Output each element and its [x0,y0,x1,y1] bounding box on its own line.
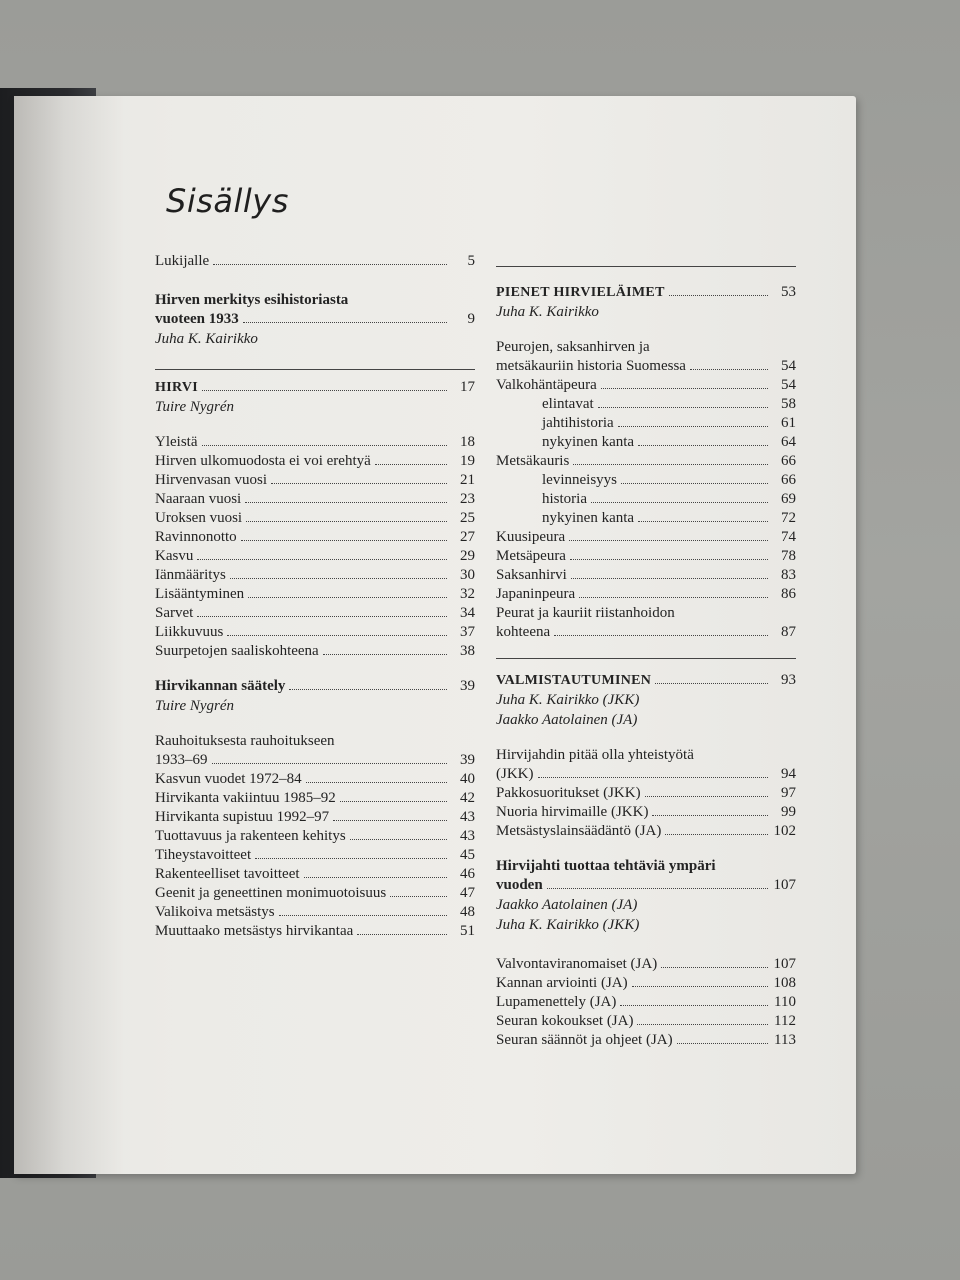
dot-leader [621,483,768,484]
dot-leader [227,635,447,636]
dot-leader [547,888,768,889]
toc-entry-label: Metsäkauris [496,453,570,469]
dot-leader [202,445,448,446]
toc-page-number: 113 [774,1032,796,1048]
toc-page-number: 99 [781,804,796,820]
toc-entry-label: Uroksen vuosi [155,510,243,526]
toc-page-number: 107 [773,956,796,972]
dot-leader [665,834,767,835]
toc-entry [155,751,475,770]
toc-section-saately [155,677,475,696]
dot-leader [591,502,768,503]
toc-page-number: 29 [460,548,475,564]
toc-entry [496,1012,796,1031]
toc-entry [496,803,796,822]
toc-entry [155,490,475,509]
toc-page-number: 53 [781,284,796,300]
toc-section-heading: PIENET HIRVIELÄIMET [496,285,665,300]
dot-leader [271,483,447,484]
section-author: Jaakko Aatolainen (JA) [496,897,638,913]
toc-entry-label: historia [542,491,587,507]
toc-page-number: 21 [460,472,475,488]
toc-entry-label: metsäkauriin historia Suomessa [496,358,686,374]
toc-entry [155,585,475,604]
dot-leader [248,597,447,598]
toc-entry-label: Kasvun vuodet 1972–84 [155,771,302,787]
dot-leader [230,578,447,579]
dot-leader [571,578,768,579]
toc-entry [155,471,475,490]
dot-leader [304,877,447,878]
toc-page-number: 66 [781,453,796,469]
dot-leader [246,521,447,522]
section-author: Juha K. Kairikko (JKK) [496,692,640,708]
toc-entry [496,765,796,784]
toc-entry-label: levinneisyys [542,472,617,488]
toc-page-number: 58 [781,396,796,412]
dot-leader [306,782,447,783]
dot-leader [350,839,447,840]
toc-entry-label: Lupamenettely (JA) [496,994,617,1010]
toc-entry [496,471,796,490]
dot-leader [197,559,447,560]
toc-section-pienet [496,283,796,302]
section-author: Juha K. Kairikko (JKK) [496,917,640,933]
toc-entry-label: Yleistä [155,434,198,450]
toc-entry-label: nykyinen kanta [542,434,635,450]
section-author: Juha K. Kairikko [155,331,258,347]
toc-entry-line: Peurat ja kauriit riistanhoidon [496,605,675,621]
dot-leader [323,654,447,655]
dot-leader [690,369,768,370]
dot-leader [601,388,768,389]
toc-entry-label: nykyinen kanta [542,510,635,526]
toc-entry-label: kohteena [496,624,551,640]
dot-leader [652,815,768,816]
toc-entry-label: Lukijalle [155,253,210,269]
toc-section-hirvijahti [496,876,796,895]
toc-page-number: 78 [781,548,796,564]
toc-page-number: 110 [774,994,796,1010]
dot-leader [340,801,447,802]
dot-leader [202,390,447,391]
toc-page-number: 23 [460,491,475,507]
toc-entry [496,784,796,803]
toc-page-number: 72 [781,510,796,526]
toc-page-number: 5 [467,253,475,269]
toc-entry [496,974,796,993]
toc-list-valmistautuminen [496,784,796,841]
dot-leader [241,540,447,541]
toc-entry-label: Seuran säännöt ja ohjeet (JA) [496,1032,673,1048]
dot-leader [212,763,448,764]
toc-entry [496,623,796,642]
toc-entry-label: Japaninpeura [496,586,576,602]
toc-page-number: 30 [460,567,475,583]
dot-leader [538,777,769,778]
toc-entry-label: Kuusipeura [496,529,566,545]
dot-leader [638,521,768,522]
dot-leader [618,426,768,427]
toc-page-number: 38 [460,643,475,659]
toc-entry-label: Metsästyslainsäädäntö (JA) [496,823,662,839]
dot-leader [243,322,447,323]
toc-page-number: 86 [781,586,796,602]
toc-entry [496,433,796,452]
toc-page-number: 74 [781,529,796,545]
toc-page-number: 54 [781,377,796,393]
toc-entry [496,1031,796,1050]
toc-entry [496,490,796,509]
toc-page-number: 27 [460,529,475,545]
toc-list-hirvijahti [496,955,796,1050]
toc-entry-label: jahtihistoria [542,415,614,431]
toc-entry-lukijalle [155,252,475,271]
toc-entry-label: Pakkosuoritukset (JKK) [496,785,641,801]
toc-page-number: 39 [460,678,475,694]
toc-page-number: 19 [460,453,475,469]
toc-page-number: 61 [781,415,796,431]
toc-page-number: 47 [460,885,475,901]
toc-page-number: 66 [781,472,796,488]
toc-section-line: Hirvijahti tuottaa tehtäviä ympäri [496,858,716,874]
toc-entry [496,822,796,841]
toc-section-heading: Hirvikannan säätely [155,678,286,694]
toc-list-saately [155,770,475,941]
toc-entry-label: Tuottavuus ja rakenteen kehitys [155,828,346,844]
toc-entry [155,528,475,547]
toc-list-pienet [496,376,796,604]
toc-page-number: 9 [467,311,475,327]
dot-leader [213,264,447,265]
toc-page-number: 108 [773,975,796,991]
toc-entry [496,414,796,433]
toc-entry [155,865,475,884]
toc-section-hirven-merkitys [155,310,475,329]
dot-leader [390,896,447,897]
toc-page-number: 34 [460,605,475,621]
toc-entry-label: Kannan arviointi (JA) [496,975,628,991]
toc-entry [155,808,475,827]
toc-section-line: Hirven merkitys esihistoriasta [155,292,349,308]
toc-entry-label: vuoden [496,877,543,893]
dot-leader [677,1043,768,1044]
toc-entry [155,789,475,808]
toc-entry [496,528,796,547]
toc-entry-label: Rakenteelliset tavoitteet [155,866,300,882]
toc-entry-label: Ravinnonotto [155,529,237,545]
toc-page-number: 42 [460,790,475,806]
toc-entry [496,395,796,414]
toc-entry [496,452,796,471]
toc-entry-line: Hirvijahdin pitää olla yhteistyötä [496,747,694,763]
dot-leader [645,796,768,797]
toc-page-number: 112 [774,1013,796,1029]
toc-page-number: 46 [460,866,475,882]
toc-section-valmistautuminen [496,671,796,690]
toc-page-number: 83 [781,567,796,583]
toc-entry-label: Iänmääritys [155,567,226,583]
toc-entry-label: Sarvet [155,605,194,621]
toc-entry [496,585,796,604]
toc-entry [155,509,475,528]
dot-leader [573,464,768,465]
toc-page-number: 43 [460,809,475,825]
toc-entry [155,922,475,941]
toc-page-number: 48 [460,904,475,920]
toc-entry [496,566,796,585]
toc-entry-label: Hirven ulkomuodosta ei voi erehtyä [155,453,371,469]
toc-entry-label: Valikoiva metsästys [155,904,275,920]
toc-entry [496,509,796,528]
dot-leader [570,559,768,560]
toc-entry-label: Naaraan vuosi [155,491,242,507]
toc-section-hirvi [155,378,475,397]
dot-leader [375,464,447,465]
dot-leader [569,540,768,541]
toc-page-number: 43 [460,828,475,844]
dot-leader [637,1024,768,1025]
dot-leader [245,502,447,503]
toc-entry-label: Kasvu [155,548,194,564]
toc-entry-label: Hirvikanta vakiintuu 1985–92 [155,790,336,806]
toc-entry-label: Metsäpeura [496,548,566,564]
toc-entry-label: Saksanhirvi [496,567,567,583]
dot-leader [669,295,768,296]
toc-page-number: 32 [460,586,475,602]
toc-page-number: 93 [781,672,796,688]
dot-leader [333,820,447,821]
toc-page-number: 51 [460,923,475,939]
toc-entry-label: Seuran kokoukset (JA) [496,1013,634,1029]
toc-list-hirvi [155,433,475,661]
toc-page-number: 107 [773,877,796,893]
toc-entry [496,376,796,395]
toc-entry-label: elintavat [542,396,594,412]
section-author: Jaakko Aatolainen (JA) [496,712,638,728]
toc-page-number: 37 [460,624,475,640]
toc-entry [496,955,796,974]
toc-page-number: 45 [460,847,475,863]
toc-page-number: 64 [781,434,796,450]
toc-page-number: 17 [460,379,475,395]
toc-page-number: 18 [460,434,475,450]
toc-page-number: 25 [460,510,475,526]
toc-entry [155,642,475,661]
toc-section-heading: HIRVI [155,380,199,395]
toc-section-heading: VALMISTAUTUMINEN [496,673,652,688]
toc-right-column [496,266,796,1050]
toc-entry [155,884,475,903]
toc-page-number: 102 [773,823,796,839]
toc-page-number: 69 [781,491,796,507]
toc-entry [155,547,475,566]
toc-entry [155,903,475,922]
toc-page-number: 54 [781,358,796,374]
toc-entry-label: Muuttaako metsästys hirvikantaa [155,923,354,939]
dot-leader [661,967,767,968]
section-author: Tuire Nygrén [155,399,235,415]
dot-leader [279,915,447,916]
toc-entry-label: Nuoria hirvimaille (JKK) [496,804,649,820]
toc-entry-line: Peurojen, saksanhirven ja [496,339,650,355]
dot-leader [598,407,768,408]
section-author: Juha K. Kairikko [496,304,599,320]
toc-entry [496,993,796,1012]
toc-entry [155,452,475,471]
toc-entry-label: vuoteen 1933 [155,311,239,327]
dot-leader [655,683,768,684]
toc-entry-label: Suurpetojen saaliskohteena [155,643,319,659]
toc-entry [496,547,796,566]
dot-leader [554,635,768,636]
toc-entry-label: Valvontaviranomaiset (JA) [496,956,658,972]
toc-page-number: 97 [781,785,796,801]
toc-entry [155,604,475,623]
dot-leader [197,616,447,617]
page-title: Sisällys [166,182,289,220]
toc-entry-line: Rauhoituksesta rauhoitukseen [155,733,335,749]
toc-entry [155,846,475,865]
toc-page-number: 39 [460,752,475,768]
dot-leader [632,986,768,987]
dot-leader [357,934,447,935]
toc-entry-label: Valkohäntäpeura [496,377,597,393]
dot-leader [620,1005,768,1006]
toc-page-number: 40 [460,771,475,787]
toc-entry [155,770,475,789]
toc-entry-label: 1933–69 [155,752,208,768]
toc-entry-label: Tiheystavoitteet [155,847,252,863]
toc-entry-label: Geenit ja geneettinen monimuotoisuus [155,885,387,901]
toc-page-number: 94 [781,766,796,782]
section-author: Tuire Nygrén [155,698,235,714]
dot-leader [579,597,768,598]
toc-entry [155,827,475,846]
toc-page-number: 87 [781,624,796,640]
toc-entry [155,623,475,642]
toc-entry-label: Liikkuvuus [155,624,224,640]
toc-entry [155,566,475,585]
toc-entry [496,357,796,376]
toc-entry-label: Lisääntyminen [155,586,245,602]
toc-entry-label: (JKK) [496,766,534,782]
toc-entry-label: Hirvenvasan vuosi [155,472,268,488]
toc-entry [155,433,475,452]
dot-leader [638,445,768,446]
dot-leader [255,858,447,859]
toc-left-column [155,252,475,941]
toc-entry-label: Hirvikanta supistuu 1992–97 [155,809,330,825]
dot-leader [289,689,447,690]
